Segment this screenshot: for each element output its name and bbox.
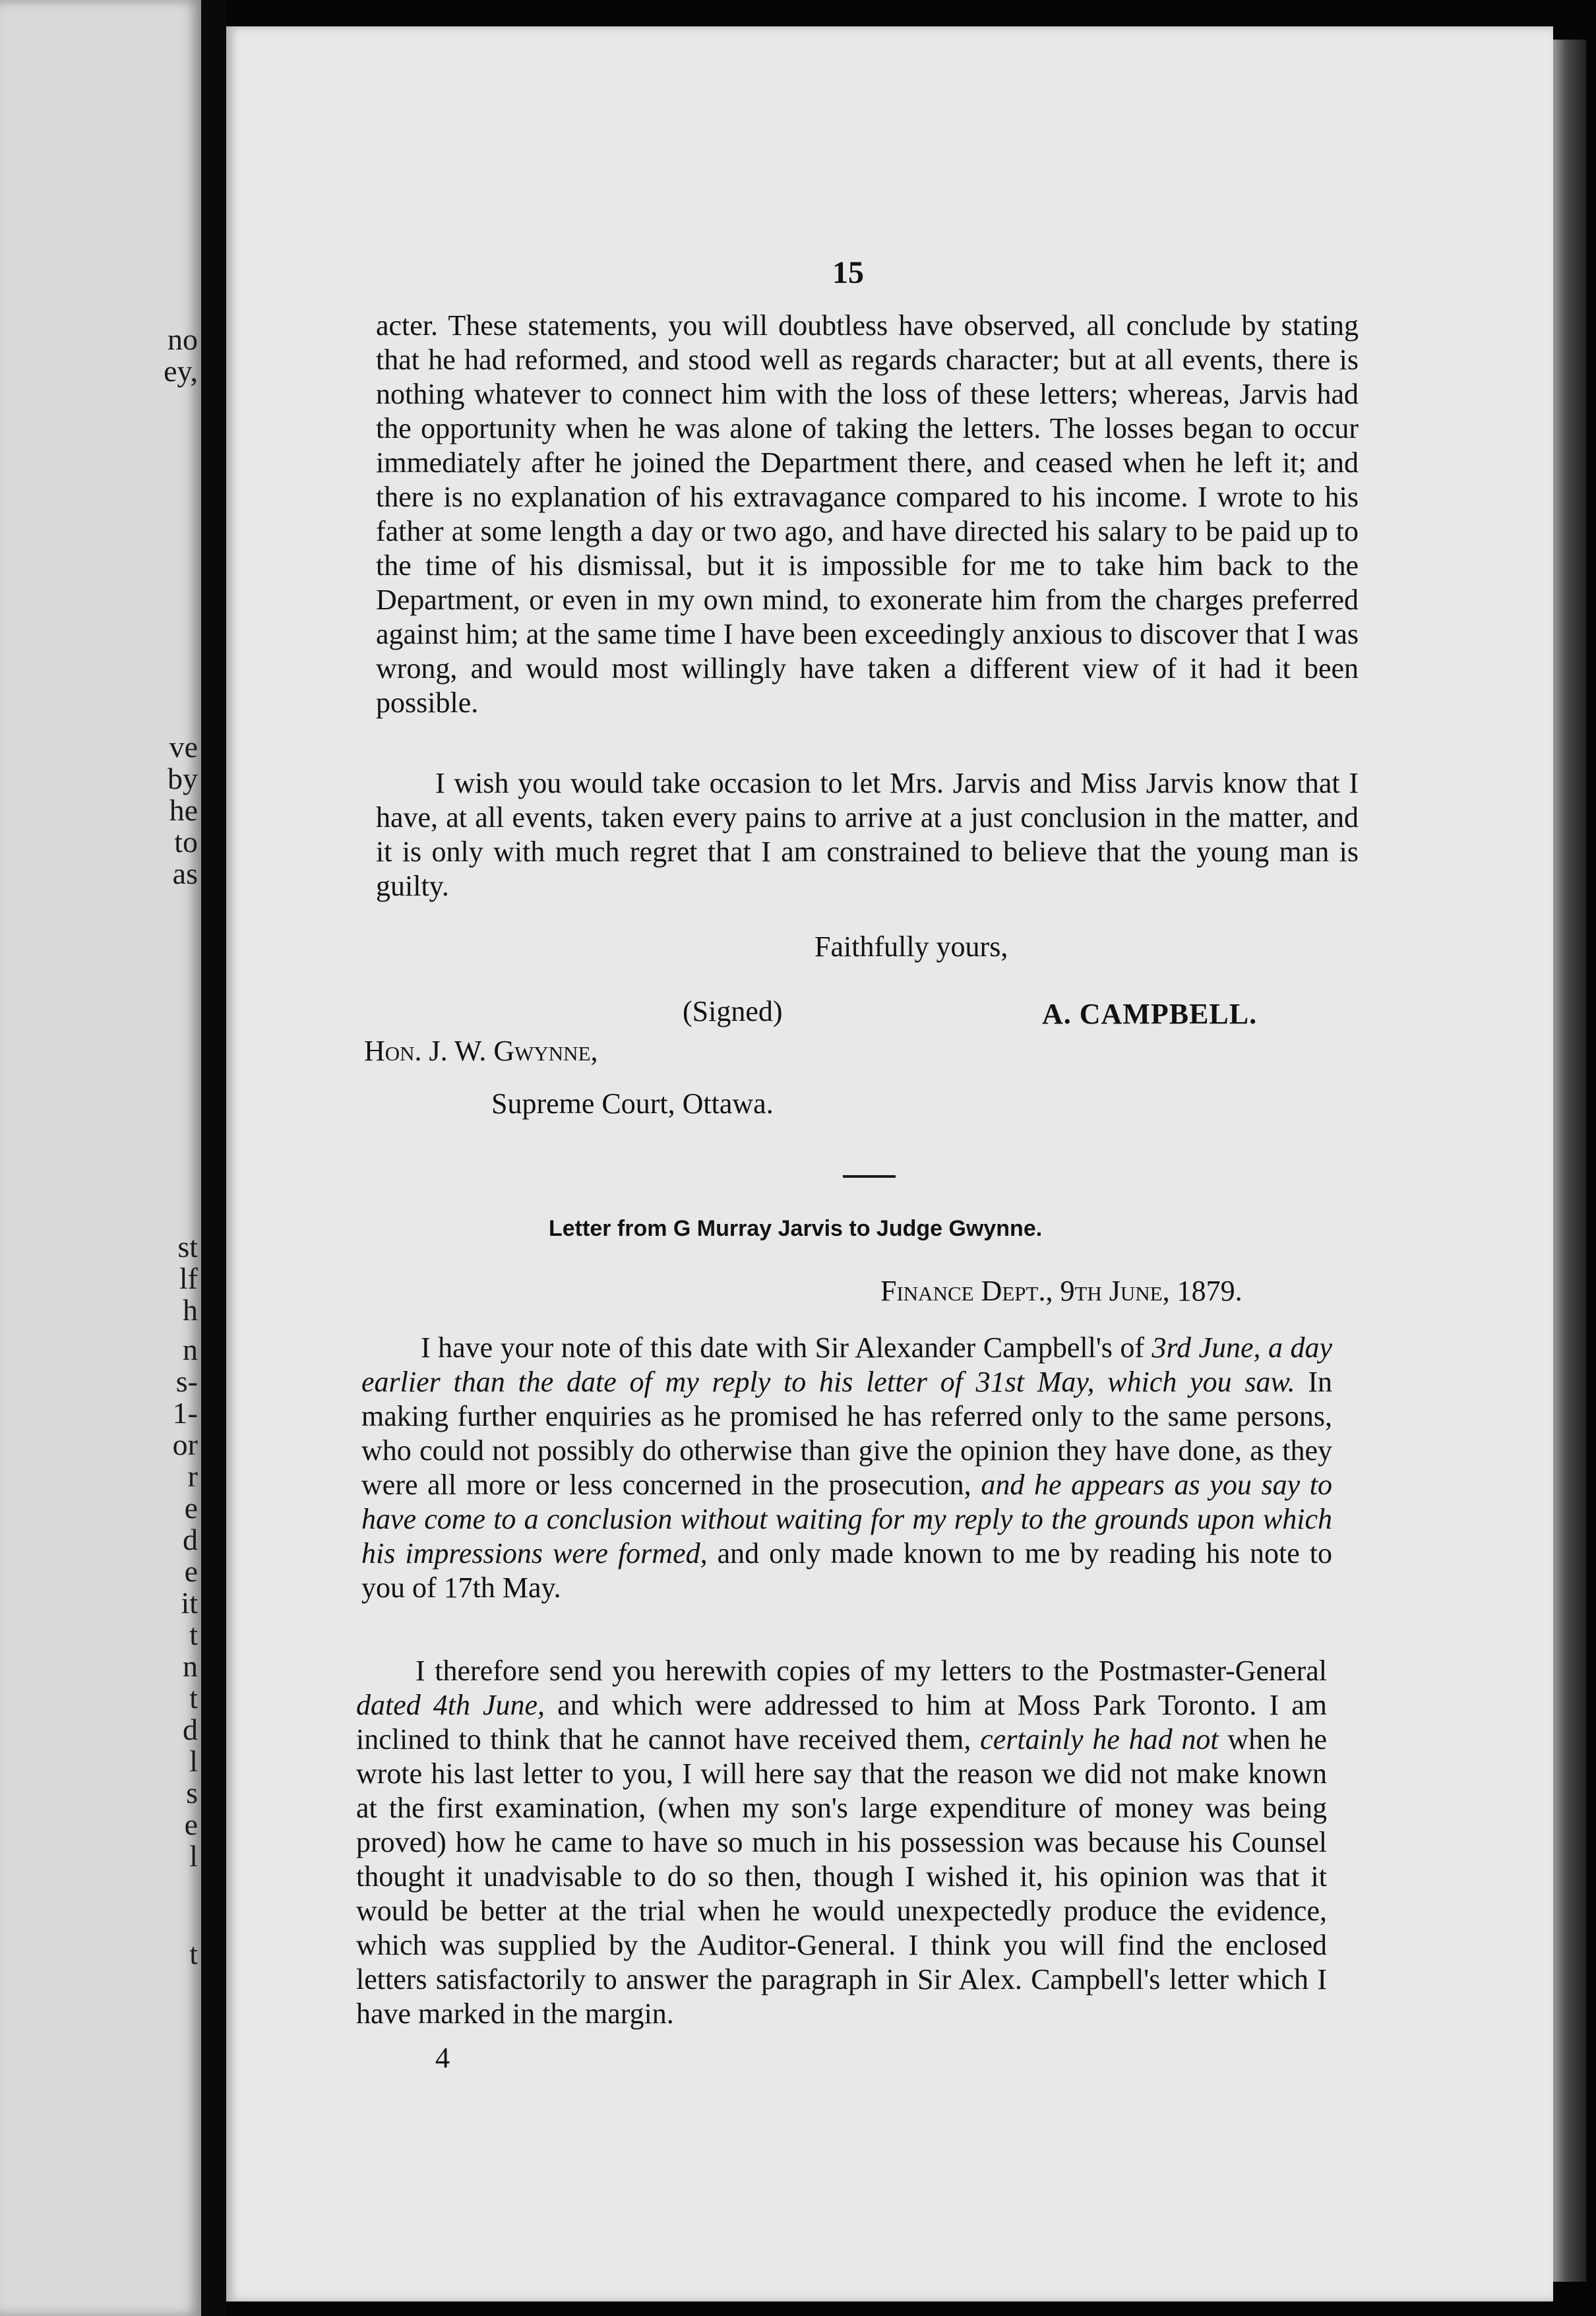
- facing-page-fragment: e: [184, 1491, 198, 1525]
- paragraph-text: I wish you would take occasion to let Mrs. Jarvis and Miss Jarvis know that I have, at all events, taken every pains to arrive at a just conclusion in the matter, and it is only with much regret that I am constrained to believe that the young man is guilty.: [376, 767, 1359, 902]
- closing-salutation: Faithfully yours,: [814, 930, 1008, 963]
- facing-page-fragment: e: [184, 1554, 198, 1588]
- facing-page-fragment: it: [181, 1586, 198, 1620]
- date-line: Finance Dept., 9th June, 1879.: [880, 1275, 1243, 1307]
- italic-text-run: dated 4th June,: [356, 1689, 545, 1721]
- text-run: I have your note of this date with Sir Alexander Campbell's of: [421, 1331, 1152, 1364]
- text-run: when he wrote his last letter to you, I will here say that the reason we did not make known at the first examination, (when my son's large expenditure of money was being proved) how he came to have so much in his possession was because his Counsel thought it unadvisable to do so then, though I wished it, his opinion was that it would be better at the trial when he would unexpectedly produce the evidence, which was supplied by the Auditor-General. I think you will find the enclosed letters satisfactorily to answer the paragraph in Sir Alex. Campbell's letter which I have marked in the margin.: [356, 1723, 1327, 2030]
- letter-body-paragraph-4: [356, 1654, 1327, 2031]
- section-divider: [843, 1175, 896, 1178]
- italic-text-run: and he appears as you say to have come to a conclusion without waiting for my reply to the grounds upon which his impressions were formed,: [361, 1469, 1332, 1569]
- letter-heading: Letter from G Murray Jarvis to Judge Gwynne.: [549, 1216, 1043, 1241]
- facing-page-fragment: t: [189, 1681, 198, 1715]
- facing-page-fragment: t: [189, 1618, 198, 1651]
- facing-page-fragment: lf: [179, 1262, 198, 1295]
- italic-text-run: certainly he had not: [980, 1723, 1219, 1755]
- facing-page-fragment: as: [172, 857, 198, 890]
- facing-page-fragment: to: [174, 825, 198, 859]
- facing-page-fragment: n: [183, 1649, 198, 1683]
- facing-page-fragment: n: [183, 1333, 198, 1366]
- text-run: In making further enquiries as he promised he has referred only to the same persons, who could not possibly do otherwise than give the opinion they have done, as they were all more or less concerned in the prosecution,: [361, 1366, 1332, 1501]
- facing-page-fragment: l: [189, 1744, 198, 1778]
- paragraph-text: [356, 1654, 1327, 2031]
- facing-page-fragment: st: [177, 1230, 198, 1264]
- letter-body-paragraph-1: [376, 309, 1359, 720]
- text-run: and only made known to me by reading his note to you of 17th May.: [361, 1537, 1332, 1604]
- signed-mark: (Signed): [683, 995, 783, 1027]
- addressee-name: Hon. J. W. Gwynne,: [364, 1035, 598, 1067]
- facing-page-fragment: ve: [169, 730, 198, 764]
- facing-page-fragment: e: [184, 1808, 198, 1841]
- facing-page-fragment: ey,: [164, 354, 198, 388]
- signature-mark: 4: [435, 2042, 450, 2074]
- letter-body-paragraph-2: [376, 766, 1359, 903]
- text-run: and which were addressed to him at Moss Park Toronto. I am inclined to think that he cannot have received them,: [356, 1689, 1327, 1755]
- facing-page-fragment: by: [168, 762, 198, 795]
- book-gutter: [201, 0, 226, 2316]
- facing-page-fragment: he: [169, 793, 198, 827]
- facing-page: [0, 0, 201, 2316]
- facing-page-fragment: d: [183, 1713, 198, 1746]
- facing-page-fragment: no: [168, 322, 198, 356]
- page-edge: [1553, 40, 1586, 2282]
- text-run: I therefore send you herewith copies of my letters to the Postmaster-General: [415, 1655, 1327, 1687]
- letter-body-paragraph-3: [361, 1331, 1332, 1605]
- paragraph-text: [361, 1331, 1332, 1605]
- facing-page-fragment: l: [189, 1839, 198, 1873]
- facing-page-fragment: d: [183, 1523, 198, 1556]
- facing-page-fragment: 1-: [172, 1396, 198, 1430]
- addressee-place: Supreme Court, Ottawa.: [491, 1087, 774, 1120]
- facing-page-fragment: t: [189, 1937, 198, 1970]
- facing-page-fragment: r: [187, 1459, 198, 1493]
- page-number: 15: [832, 255, 864, 290]
- italic-text-run: 3rd June, a day earlier than the date of my reply to his letter of 31st May, which you saw.: [361, 1331, 1333, 1398]
- signer-name: A. CAMPBELL.: [1042, 998, 1258, 1030]
- facing-page-fragment: s: [186, 1776, 198, 1810]
- facing-page-fragment: h: [183, 1293, 198, 1327]
- facing-page-fragment: s-: [175, 1364, 198, 1398]
- paragraph-text: acter. These statements, you will doubtless have observed, all conclude by stating that he had reformed, and stood well as regards character; but at all events, there is nothing whatever to connect him with the loss of these letters; whereas, Jarvis had the opportunity when he was alone of taking the letters. The losses began to occur immediately after he joined the Department there, and ceased when he left it; and there is no explanation of his extravagance compared to his income. I wrote to his father at some length a day or two ago, and have directed his salary to be paid up to the time of his dismissal, but it is impossible for me to take him back to the Department, or even in my own mind, to exonerate him from the charges preferred against him; at the same time I have been exceedingly anxious to discover that I was wrong, and would most willingly have taken a different view of it had it been possible.: [376, 309, 1359, 719]
- facing-page-fragment: or: [172, 1428, 198, 1461]
